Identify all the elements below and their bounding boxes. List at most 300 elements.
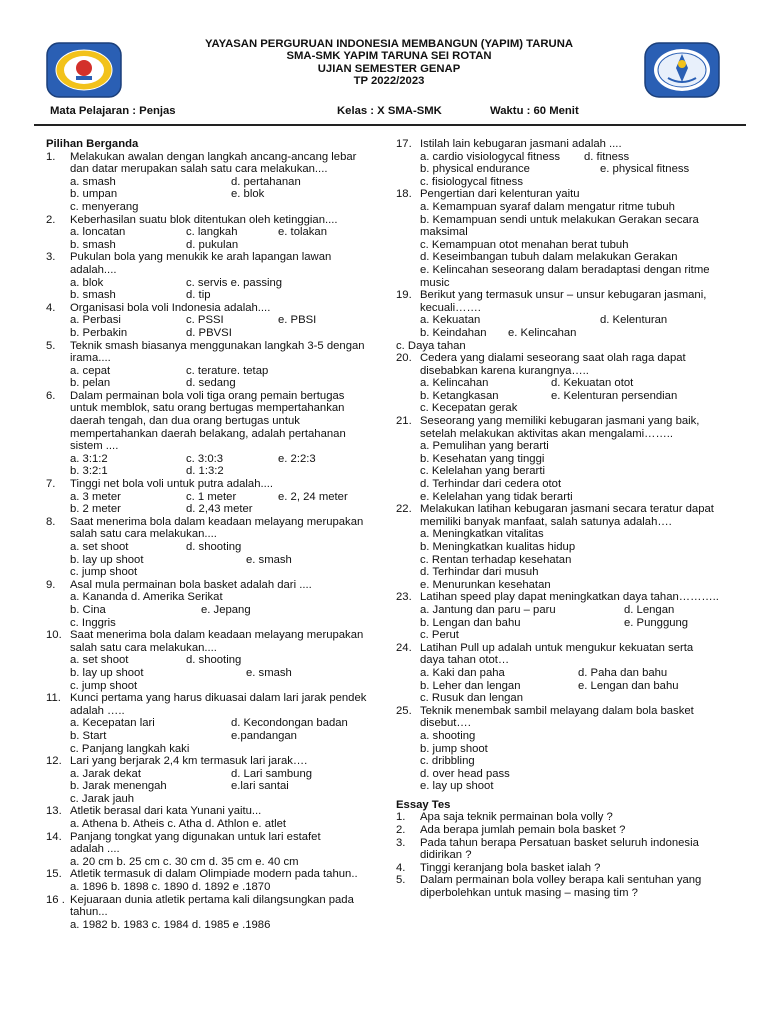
question-number: 2. [396,824,406,837]
answer-options-row [46,818,376,831]
answer-options-row [46,730,376,743]
answer-options-row [396,554,742,567]
question-item [396,138,742,188]
question-text: Dalam permainan bola voli tiga orang pemain bertugas [70,389,345,402]
question-text: Atletik berasal dari kata Yunani yaitu... [70,805,262,818]
question-text: dan datar merupakan salah satu cara melakukan.... [70,163,328,176]
answer-option: d. Terhindar dari musuh [420,566,539,579]
question-item [46,478,376,516]
question-text: Keberhasilan suatu blok ditentukan oleh ketinggian.... [70,213,338,226]
answer-option: c. terature. tetap [186,364,269,377]
answer-options-row [46,793,376,806]
question-number: 7. [46,478,56,491]
question-text: Pada tahun berapa Persatuan basket seluruh indonesia [420,836,699,849]
essay-question [396,862,742,875]
question-text: Latihan Pull up adalah untuk mengukur kekuatan serta [420,641,694,654]
answer-options-row [396,264,742,277]
answer-option: c. Perut [420,629,459,642]
question-item [396,188,742,289]
question-text: mempertahankan daerah belakang, adalah pertahanan [70,427,346,440]
answer-option: b. Kemampuan sendi untuk melakukan Gerakan secara [420,213,699,226]
answer-option: e. 2, 24 meter [278,490,348,503]
answer-option: e. Lengan dan bahu [578,679,679,692]
answer-option: e. lay up shoot [420,780,494,793]
question-item [46,755,376,805]
right-column [396,138,742,900]
answer-options-row [46,717,376,730]
answer-option: a. Perbasi [70,314,121,327]
question-number: 17. [396,138,412,150]
answer-option: c. Daya tahan [396,339,466,352]
answer-options-row [396,478,742,491]
answer-option: b. lay up shoot [70,553,144,566]
question-item [46,302,376,340]
answer-option: c. Kelelahan yang berarti [420,465,545,478]
answer-options-row [396,755,742,768]
answer-options-row [396,667,742,680]
answer-option: d. Paha dan bahu [578,666,668,679]
question-item [46,579,376,629]
answer-option: e. Jepang [201,603,251,616]
question-number: 3. [46,251,56,264]
answer-option: e. PBSI [278,314,317,327]
question-text: Cedera yang dialami seseorang saat olah raga dapat [420,352,686,365]
answer-option: b. Ketangkasan [420,389,499,402]
answer-options-row [396,402,742,415]
question-number: 20. [396,352,412,365]
answer-option: d. fitness [584,150,630,163]
question-text: Saat menerima bola dalam keadaan melayang merupakan [70,629,364,642]
answer-options-row [396,617,742,630]
exam-info-row [0,105,768,119]
answer-option: c. PSSI [186,314,224,327]
answer-options-row [396,239,742,252]
answer-option: d. tip [186,289,211,302]
answer-option: c. dribbling [420,755,475,768]
answer-option: e. physical fitness [600,163,690,176]
question-text: Dalam permainan bola volley berapa kali sentuhan yang [420,874,702,887]
answer-option: a. shooting [420,729,476,742]
question-item [46,151,376,214]
answer-option: c. jump shoot [70,566,138,579]
answer-option: b. umpan [70,188,118,201]
answer-option: a. Kelincahan [420,377,489,390]
class-label: Kelas : X SMA-SMK [337,105,442,117]
question-text: Tinggi net bola voli untuk putra adalah.... [70,478,274,491]
question-number: 8. [46,515,56,528]
answer-option: a. Kaki dan paha [420,666,505,679]
time-label: Waktu : 60 Menit [490,105,579,117]
question-number: 15. [46,868,62,881]
answer-option: d. Keseimbangan tubuh dalam melakukan Gerakan [420,251,678,264]
question-text: memiliki banyak manfaat, salah satunya adalah…. [420,515,672,528]
question-item [46,831,376,869]
answer-options-row [46,503,376,516]
answer-option: b. Kesehatan yang tinggi [420,452,545,465]
question-number: 5. [396,874,406,887]
question-text: disebabkan karena kurangnya….. [420,364,589,377]
answer-options-row [396,465,742,478]
answer-option: d. 2,43 meter [186,503,253,516]
question-text: untuk memblok, satu orang bertugas mempertahankan [70,402,345,415]
answer-options-row [396,440,742,453]
question-text: Melakukan latihan kebugaran jasmani secara teratur dapat [420,503,714,516]
question-text: Atletik termasuk di dalam Olimpiade modern pada tahun.. [70,868,358,881]
answer-option: e. 2:2:3 [278,452,316,465]
answer-option: d. Lengan [624,603,675,616]
answer-option: c. fisiologycal fitness [420,175,523,188]
essay-question [396,837,742,862]
answer-option: a. loncatan [70,226,126,239]
answer-options-row [46,453,376,466]
answer-options-row [46,780,376,793]
question-text: Teknik smash biasanya menggunakan langkah 3-5 dengan [70,339,365,352]
essay-question [396,811,742,824]
answer-option: d. Terhindar dari cedera otot [420,478,562,491]
answer-option: d. 1:3:2 [186,465,224,478]
answer-option: d. pertahanan [231,175,301,188]
answer-option: d. over head pass [420,767,510,780]
answer-option: d. Kelenturan [600,314,668,327]
question-text: setelah melakukan aktivitas akan mengalami…….. [420,427,674,440]
answer-options-row [396,163,742,176]
answer-options-row [396,780,742,793]
question-text: daya tahan otot… [420,654,510,667]
answer-option: e. blok [231,188,265,201]
answer-option: a. Jarak dekat [70,767,141,780]
answer-options-row [396,214,742,227]
answer-options-row [46,566,376,579]
answer-options-row [46,226,376,239]
question-item [46,868,376,893]
answer-options-row [396,251,742,264]
answer-options-row [396,629,742,642]
answer-option: c. 1 meter [186,490,237,503]
question-item [396,503,742,591]
answer-option: a. smash [70,175,116,188]
answer-option: c. 3:0:3 [186,452,224,465]
question-text: Kejuaraan dunia atletik pertama kali dilangsungkan pada [70,893,354,906]
question-text: tahun... [70,906,108,919]
answer-option: music [420,276,450,289]
answer-option: b. smash [70,289,116,302]
answer-option: e.lari santai [231,780,289,793]
answer-options-row [46,239,376,252]
question-item [46,805,376,830]
question-text: Latihan speed play dapat meningkatkan daya tahan……….. [420,591,719,604]
answer-option: b. Keindahan [420,326,487,339]
question-text: adalah.... [70,263,117,276]
answer-option: b. Lengan dan bahu [420,616,521,629]
answer-option: a. cardio visiologycal fitness [420,150,561,163]
answer-options-row [46,856,376,869]
multiple-choice-title: Pilihan Berganda [46,138,139,150]
answer-options-row [396,390,742,403]
question-number: 11. [46,692,61,705]
answer-options-row [46,667,376,680]
answer-options-row [46,919,376,932]
answer-option: c. Kecepatan gerak [420,402,518,415]
answer-option: b. physical endurance [420,163,530,176]
answer-option: a. Kekuatan [420,314,481,327]
answer-option: a. 1896 b. 1898 c. 1890 d. 1892 e .1870 [70,881,271,894]
question-text: Tinggi keranjang bola basket ialah ? [420,861,601,874]
answer-option: c. menyerang [70,200,139,213]
essay-question [396,874,742,899]
question-number: 19. [396,289,412,302]
answer-options-row [396,327,742,340]
answer-option: a. Meningkatkan vitalitas [420,528,544,541]
answer-option: c. Inggris [70,616,116,629]
question-text: Berikut yang termasuk unsur – unsur kebugaran jasmani, [420,289,707,302]
answer-option: e. Kelenturan persendian [551,389,678,402]
question-number: 13. [46,805,62,818]
answer-option: a. cepat [70,364,111,377]
answer-options-row [46,377,376,390]
answer-option: a. set shoot [70,654,129,667]
answer-option: a. Pemulihan yang berarti [420,440,549,453]
answer-option: e. Kelincahan [508,326,577,339]
question-item [396,289,742,352]
question-text: Seseorang yang memiliki kebugaran jasmani yang baik, [420,415,700,428]
answer-option: a. 1982 b. 1983 c. 1984 d. 1985 e .1986 [70,918,271,931]
question-number: 21. [396,415,412,428]
answer-option: c. Jarak jauh [70,792,135,805]
answer-options-row [46,277,376,290]
answer-options-row [396,730,742,743]
answer-options-row [396,453,742,466]
question-number: 4. [396,861,406,874]
question-text: Istilah lain kebugaran jasmani adalah .... [420,138,622,150]
answer-options-row [396,541,742,554]
answer-option: c. Kemampuan otot menahan berat tubuh [420,238,629,251]
answer-options-row [396,377,742,390]
answer-option: d. Lari sambung [231,767,313,780]
answer-options-row [46,365,376,378]
answer-option: a. 3 meter [70,490,121,503]
answer-option: b. Start [70,729,107,742]
question-item [46,692,376,755]
question-number: 10. [46,629,62,642]
question-number: 23. [396,591,412,604]
answer-options-row [46,188,376,201]
question-text: Organisasi bola voli Indonesia adalah.... [70,301,271,314]
answer-option: b. lay up shoot [70,666,144,679]
answer-option: b. pelan [70,377,111,390]
answer-options-row [396,692,742,705]
answer-option: a. Kecepatan lari [70,717,155,730]
answer-option: a. Kemampuan syaraf dalam mengatur ritme tubuh [420,200,675,213]
question-text: diperbolehkan untuk masing – masing tim ? [420,887,638,900]
answer-option: e. Kelincahan seseorang dalam beradaptasi dengan ritme [420,263,710,276]
answer-option: c. langkah [186,226,238,239]
question-item [396,591,742,641]
question-text: Ada berapa jumlah pemain bola basket ? [420,824,626,837]
answer-option: a. Athena b. Atheis c. Atha d. Athlon e. atlet [70,818,287,831]
answer-option: a. 3:1:2 [70,452,108,465]
question-text: adalah .... [70,843,120,856]
answer-option: e. Menurunkan kesehatan [420,578,551,591]
question-item [46,516,376,579]
answer-option: d. Kecondongan badan [231,717,348,730]
answer-options-row [46,768,376,781]
answer-option: e. Punggung [624,616,689,629]
question-text: disebut…. [420,717,471,730]
question-text: Melakukan awalan dengan langkah ancang-ancang lebar [70,150,357,163]
question-number: 25. [396,704,412,717]
answer-option: b. 3:2:1 [70,465,108,478]
answer-options-row [396,277,742,290]
answer-option: a. Kananda d. Amerika Serikat [70,591,223,604]
answer-options-row [396,340,742,353]
answer-options-row [396,604,742,617]
question-number: 6. [46,389,56,402]
question-text: irama.... [70,352,111,365]
question-number: 9. [46,578,56,591]
answer-option: c. Rentan terhadap kesehatan [420,553,572,566]
question-text: Asal mula permainan bola basket adalah dari .... [70,578,312,591]
question-item [46,629,376,692]
answer-options-row [46,465,376,478]
question-text: sistem .... [70,440,119,453]
question-number: 4. [46,301,56,314]
answer-options-row [46,617,376,630]
answer-option: d. shooting [186,541,242,553]
answer-options-row [46,201,376,214]
answer-option: b. Leher dan lengan [420,679,521,692]
academic-year: TP 2022/2023 [353,75,425,88]
answer-option: c. Rusuk dan lengan [420,692,523,705]
answer-option: b. Perbakin [70,326,128,339]
answer-options-row [46,491,376,504]
question-number: 14. [46,830,62,843]
answer-option: b. smash [70,238,116,251]
answer-option: c. Panjang langkah kaki [70,742,190,755]
question-number: 1. [396,811,406,824]
answer-options-row [396,768,742,781]
question-number: 22. [396,503,412,516]
answer-options-row [46,604,376,617]
question-number: 18. [396,188,412,201]
essay-section-title: Essay Tes [396,798,451,811]
answer-options-row [46,654,376,667]
question-number: 24. [396,641,412,654]
question-number: 16 . [46,893,65,906]
question-text: Lari yang berjarak 2,4 km termasuk lari jarak…. [70,755,308,768]
answer-options-row [396,176,742,189]
answer-option: d. Kekuatan otot [551,377,634,390]
answer-option: d. PBVSI [186,326,232,339]
answer-options-row [396,680,742,693]
question-item [396,352,742,415]
answer-option: a. blok [70,276,104,289]
question-item [46,340,376,390]
exam-title: UJIAN SEMESTER GENAP [317,62,461,75]
question-item [46,390,376,478]
answer-options-row [396,151,742,164]
answer-options-row [396,226,742,239]
answer-option: c. servis e. passing [186,276,283,289]
answer-option: b. Cina [70,603,106,616]
question-item [396,642,742,705]
answer-option: e. tolakan [278,226,327,239]
answer-option: d. sedang [186,377,236,390]
question-text: daerah tengah, dan dua orang bertugas untuk [70,415,300,428]
question-number: 5. [46,339,56,352]
question-text: Panjang tongkat yang digunakan untuk lari estafet [70,830,321,843]
essay-question [396,824,742,837]
answer-option: e. smash [246,666,292,679]
answer-option: b. 2 meter [70,503,121,516]
answer-options-row [46,327,376,340]
answer-options-row [46,541,376,554]
answer-option: c. jump shoot [70,679,138,692]
answer-options-row [46,881,376,894]
answer-options-row [46,743,376,756]
question-text: kecuali……. [420,301,481,314]
answer-option: a. Jantung dan paru – paru [420,603,556,616]
question-number: 1. [46,150,56,163]
answer-option: maksimal [420,226,468,239]
foundation-name: YAYASAN PERGURUAN INDONESIA MEMBANGUN (YAPIM) TARUNA [204,38,574,50]
answer-option: b. Jarak menengah [70,780,167,793]
question-item [46,251,376,301]
question-item [46,214,376,252]
question-text: Kunci pertama yang harus dikuasai dalam lari jarak pendek [70,692,367,705]
answer-option: e. Kelelahan yang tidak berarti [420,490,573,503]
answer-options-row [46,176,376,189]
question-text: Apa saja teknik permainan bola volly ? [420,811,613,824]
answer-options-row [396,566,742,579]
answer-options-row [396,314,742,327]
answer-option: d. shooting [186,654,242,667]
answer-option: a. 20 cm b. 25 cm c. 30 cm d. 35 cm e. 40 cm [70,855,299,868]
left-column [46,138,376,931]
answer-options-row [396,579,742,592]
answer-option: b. jump shoot [420,742,488,755]
question-text: didirikan ? [420,849,472,862]
question-item [396,415,742,503]
answer-options-row [46,591,376,604]
answer-options-row [46,554,376,567]
answer-option: b. Meningkatkan kualitas hidup [420,541,576,553]
answer-option: a. set shoot [70,541,129,553]
question-text: adalah ….. [70,704,125,717]
question-number: 12. [46,755,62,768]
question-text: salah satu cara melakukan.... [70,528,217,541]
header-divider [34,124,746,126]
answer-options-row [396,491,742,504]
question-text: Pukulan bola yang menukik ke arah lapangan lawan [70,251,332,264]
answer-option: e.pandangan [231,729,297,742]
subject-label: Mata Pelajaran : Penjas [50,105,176,117]
question-item [46,894,376,932]
answer-options-row [46,680,376,693]
answer-options-row [46,289,376,302]
document-header [0,38,768,88]
question-text: Saat menerima bola dalam keadaan melayang merupakan [70,515,364,528]
answer-options-row [396,528,742,541]
answer-option: e. smash [246,553,292,566]
answer-options-row [46,314,376,327]
question-number: 2. [46,213,56,226]
question-number: 3. [396,836,406,849]
answer-options-row [396,743,742,756]
question-text: Teknik menembak sambil melayang dalam bola basket [420,704,694,717]
school-name: SMA-SMK YAPIM TARUNA SEI ROTAN [286,50,492,63]
question-item [396,705,742,793]
question-text: Pengertian dari kelenturan yaitu [420,188,580,201]
